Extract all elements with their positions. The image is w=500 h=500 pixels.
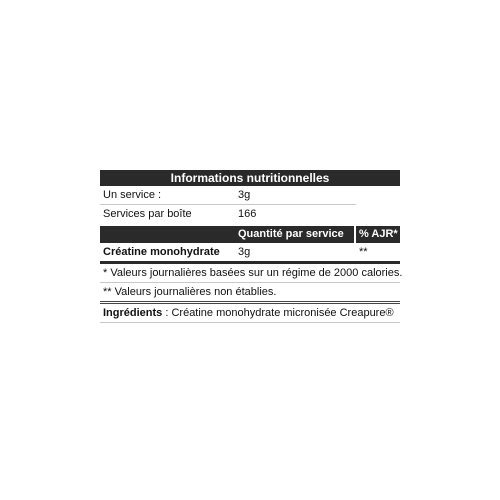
- footnote-2: ** Valeurs journalières non établies.: [103, 286, 277, 298]
- ingredients-separator: :: [162, 307, 172, 319]
- ingredients-text: Créatine monohydrate micronisée Creapure®: [171, 307, 394, 319]
- nutrition-facts-table: [100, 170, 403, 323]
- ingredients-label: Ingrédients: [103, 307, 163, 319]
- servings-per-box-value: 166: [238, 208, 257, 220]
- divider: [100, 322, 400, 323]
- ingredients-row: [100, 304, 400, 322]
- table-title: Informations nutritionnelles: [100, 170, 400, 186]
- servings-per-box-label: Services par boîte: [103, 208, 192, 220]
- servings-per-box-row: [100, 205, 400, 223]
- ingredient-row: [100, 243, 400, 261]
- serving-size-row: [100, 186, 400, 204]
- header-quantity: Quantité par service: [235, 226, 354, 243]
- ingredient-name: Créatine monohydrate: [103, 246, 220, 258]
- ingredient-ajr: **: [359, 246, 368, 258]
- header-blank-cell: [100, 226, 235, 243]
- footnote-1: * Valeurs journalières basées sur un régime de 2000 calories.: [103, 267, 403, 279]
- serving-size-label: Un service :: [103, 189, 162, 201]
- ingredient-quantity: 3g: [238, 246, 251, 258]
- header-ajr: % AJR*: [356, 226, 400, 243]
- serving-size-value: 3g: [238, 189, 251, 201]
- column-header-row: [100, 226, 400, 243]
